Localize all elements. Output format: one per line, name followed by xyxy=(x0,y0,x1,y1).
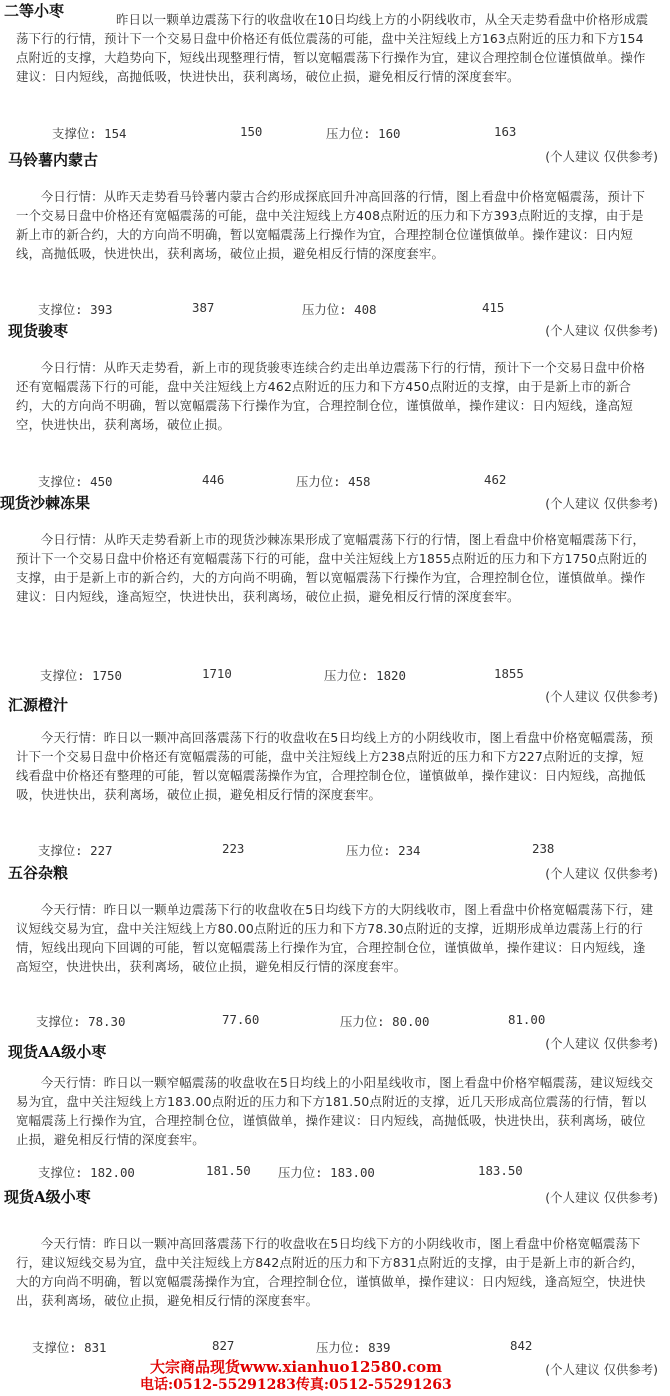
resistance-1: 839 xyxy=(368,1340,391,1355)
resistance-2: 842 xyxy=(510,1338,533,1353)
resistance-2: 1855 xyxy=(494,666,524,681)
support-2: 181.50 xyxy=(206,1163,251,1178)
section-title: 马铃薯内蒙古 xyxy=(8,151,99,169)
footer-website: 大宗商品现货www.xianhuo12580.com xyxy=(150,1358,442,1376)
section-xianhuo-shaji xyxy=(0,490,670,704)
resistance-levels: 压力位: 160 xyxy=(326,126,401,141)
section-title: 汇源橙汁 xyxy=(8,696,69,714)
support-2: 446 xyxy=(202,472,225,487)
support-levels: 支撑位: 154 xyxy=(52,126,127,141)
resistance-2: 81.00 xyxy=(508,1012,546,1027)
support-2: 77.60 xyxy=(222,1012,260,1027)
disclaimer: (个人建议 仅供参考) xyxy=(545,496,658,511)
resistance-2: 462 xyxy=(484,472,507,487)
support-2: 223 xyxy=(222,841,245,856)
section-title: 现货A级小枣 xyxy=(4,1188,91,1206)
support-2: 827 xyxy=(212,1338,235,1353)
section-body: 今天行情：昨日以一颗单边震荡下行的收盘收在5日均线下方的大阴线收市，图上看盘中价格宽幅震荡下行，建议短线交易为宜，盘中关注短线上方80.00点附近的压力和下方78.30点附近的支撑，近期形成单边震荡上行的行情，短线出现向下回调的可能，暂以宽幅震荡上行操作为宜，合理控制仓位，谨慎做单，操作建议：日内短线，逢高短空，快进快出，获利离场，破位止损，避免相反行情的深度套牢。 xyxy=(16,902,654,974)
support-1: 1750 xyxy=(92,668,122,683)
section-body: 今天行情：昨日以一颗窄幅震荡的收盘收在5日均线上的小阳星线收市，图上看盘中价格窄幅震荡，建议短线交易为宜，盘中关注短线上方183.00点附近的压力和下方181.50点附近的支撑，近几天形成高位震荡的行情，暂以宽幅震荡上行操作为宜，合理控制仓位，谨慎做单，操作建议：日内短线，高抛低吸，快进快出，获利离场，破位止损，避免相反行情的深度套牢。 xyxy=(16,1075,654,1147)
resistance-1: 80.00 xyxy=(392,1014,430,1029)
section-xianhuo-aa-xiaozao xyxy=(0,1035,670,1190)
resistance-levels: 压力位: 1820 xyxy=(324,668,406,683)
resistance-1: 234 xyxy=(398,843,421,858)
resistance-1: 408 xyxy=(354,302,377,317)
section-wugu-zaliang xyxy=(0,860,670,1051)
support-levels: 支撑位: 393 xyxy=(38,302,113,317)
support-1: 831 xyxy=(84,1340,107,1355)
support-levels: 支撑位: 227 xyxy=(38,843,113,858)
resistance-levels: 压力位: 80.00 xyxy=(340,1014,430,1029)
section-body: 今日行情：从昨天走势看新上市的现货沙棘冻果形成了宽幅震荡下行的行情，图上看盘中价格宽幅震荡下行，预计下一个交易日盘中价格还有宽幅震荡下行的可能，盘中关注短线上方1855点附近的压力和下方1750点附近的支撑，由于是新上市的新合约，大的方向尚不明确，暂以宽幅震荡下行操作为宜，合理控制仓位，谨慎做单。操作建议：日内短线，逢高短空，快进快出，获利离场，破位止损，避免相反行情的深度套牢。 xyxy=(16,532,648,604)
section-body: 今天行情：昨日以一颗冲高回落震荡下行的收盘收在5日均线上方的小阴线收市，图上看盘中价格宽幅震荡，预计下一个交易日盘中价格还有宽幅震荡的可能，盘中关注短线上方238点附近的压力和下方227点附近的支撑，短线看盘中价格还有整理的可能，暂以宽幅震荡操作为宜，合理控制仓位，谨慎做单，操作建议：日内短线，高抛低吸，快进快出，获利离场，破位止损，避免相反行情的深度套牢。 xyxy=(16,730,654,802)
support-1: 154 xyxy=(104,126,127,141)
resistance-2: 238 xyxy=(532,841,555,856)
disclaimer: (个人建议 仅供参考) xyxy=(545,866,658,881)
support-2: 1710 xyxy=(202,666,232,681)
section-body: 今日行情：从昨天走势看，新上市的现货骏枣连续合约走出单边震荡下行的行情，预计下一个交易日盘中价格还有宽幅震荡下行的可能，盘中关注短线上方462点附近的压力和下方450点附近的支撑，由于是新上市的新合约，大的方向尚不明确，暂以宽幅震荡下行操作为宜，合理控制仓位，谨慎做单，操作建议：日内短线，逢高短空，快进快出，获利离场，破位止损。 xyxy=(16,360,646,432)
section-erdeng-xiaozao xyxy=(0,0,670,170)
section-title: 现货AA级小枣 xyxy=(8,1043,107,1061)
footer-contact: 电话:0512-55291283传真:0512-55291263 xyxy=(140,1377,452,1393)
resistance-levels: 压力位: 458 xyxy=(296,474,371,489)
disclaimer: (个人建议 仅供参考) xyxy=(545,323,658,338)
section-huiyuan-chengzhi xyxy=(0,692,670,862)
support-1: 227 xyxy=(90,843,113,858)
section-title: 五谷杂粮 xyxy=(8,864,69,882)
resistance-2: 415 xyxy=(482,300,505,315)
section-title: 现货骏枣 xyxy=(8,322,69,340)
support-1: 393 xyxy=(90,302,113,317)
resistance-2: 183.50 xyxy=(478,1163,523,1178)
support-levels: 支撑位: 450 xyxy=(38,474,113,489)
resistance-1: 160 xyxy=(378,126,401,141)
section-title: 现货沙棘冻果 xyxy=(0,494,91,512)
support-2: 150 xyxy=(240,124,263,139)
support-2: 387 xyxy=(192,300,215,315)
section-body: 昨日以一颗单边震荡下行的收盘收在10日均线上方的小阴线收市，从全天走势看盘中价格形成震荡下行的行情，预计下一个交易日盘中价格还有低位震荡的可能，盘中关注短线上方163点附近的压力和下方154点附近的支撑，大趋势向下，短线出现整理行情，暂以宽幅震荡下行操作为宜，建议合理控制仓位谨慎做单。操作建议：日内短线，高抛低吸，快进快出，获利离场，破位止损，避免相反行情的深度套牢。 xyxy=(16,12,649,84)
section-body: 今天行情：昨日以一颗冲高回落震荡下行的收盘收在5日均线下方的小阴线收市，图上看盘中价格宽幅震荡下行，建议短线交易为宜，盘中关注短线上方842点附近的压力和下方831点附近的支撑，由于是新上市的新合约，大的方向尚不明确，暂以宽幅震荡操作为宜，合理控制仓位，谨慎做单，操作建议：日内短线，逢高短空，快进快出，获利离场，破位止损，避免相反行情的深度套牢。 xyxy=(16,1236,646,1308)
resistance-levels: 压力位: 234 xyxy=(346,843,421,858)
resistance-1: 1820 xyxy=(376,668,406,683)
support-levels: 支撑位: 182.00 xyxy=(38,1165,135,1180)
resistance-1: 458 xyxy=(348,474,371,489)
disclaimer: (个人建议 仅供参考) xyxy=(545,1362,658,1377)
support-1: 78.30 xyxy=(88,1014,126,1029)
resistance-2: 163 xyxy=(494,124,517,139)
resistance-levels: 压力位: 408 xyxy=(302,302,377,317)
section-xianhuo-a-xiaozao xyxy=(0,1182,670,1362)
disclaimer: (个人建议 仅供参考) xyxy=(545,149,658,164)
support-levels: 支撑位: 1750 xyxy=(40,668,122,683)
support-levels: 支撑位: 78.30 xyxy=(36,1014,126,1029)
section-potato-neimenggu xyxy=(0,147,670,322)
disclaimer: (个人建议 仅供参考) xyxy=(545,1036,658,1051)
section-title: 二等小枣 xyxy=(4,2,65,20)
support-1: 182.00 xyxy=(90,1165,135,1180)
resistance-levels: 压力位: 839 xyxy=(316,1340,391,1355)
support-1: 450 xyxy=(90,474,113,489)
section-xianhuo-junzao xyxy=(0,318,670,493)
resistance-levels: 压力位: 183.00 xyxy=(278,1165,375,1180)
resistance-1: 183.00 xyxy=(330,1165,375,1180)
disclaimer: (个人建议 仅供参考) xyxy=(545,689,658,704)
disclaimer: (个人建议 仅供参考) xyxy=(545,1190,658,1205)
section-body: 今日行情：从昨天走势看马铃薯内蒙古合约形成探底回升冲高回落的行情，图上看盘中价格宽幅震荡，预计下一个交易日盘中价格还有宽幅震荡的可能，盘中关注短线上方408点附近的压力和下方393点附近的支撑，由于是新上市的新合约，大的方向尚不明确，暂以宽幅震荡上行操作为宜，合理控制仓位谨慎做单。操作建议：日内短线，高抛低吸，快进快出，获利离场，破位止损，避免相反行情的深度套牢。 xyxy=(16,189,646,261)
support-levels: 支撑位: 831 xyxy=(32,1340,107,1355)
